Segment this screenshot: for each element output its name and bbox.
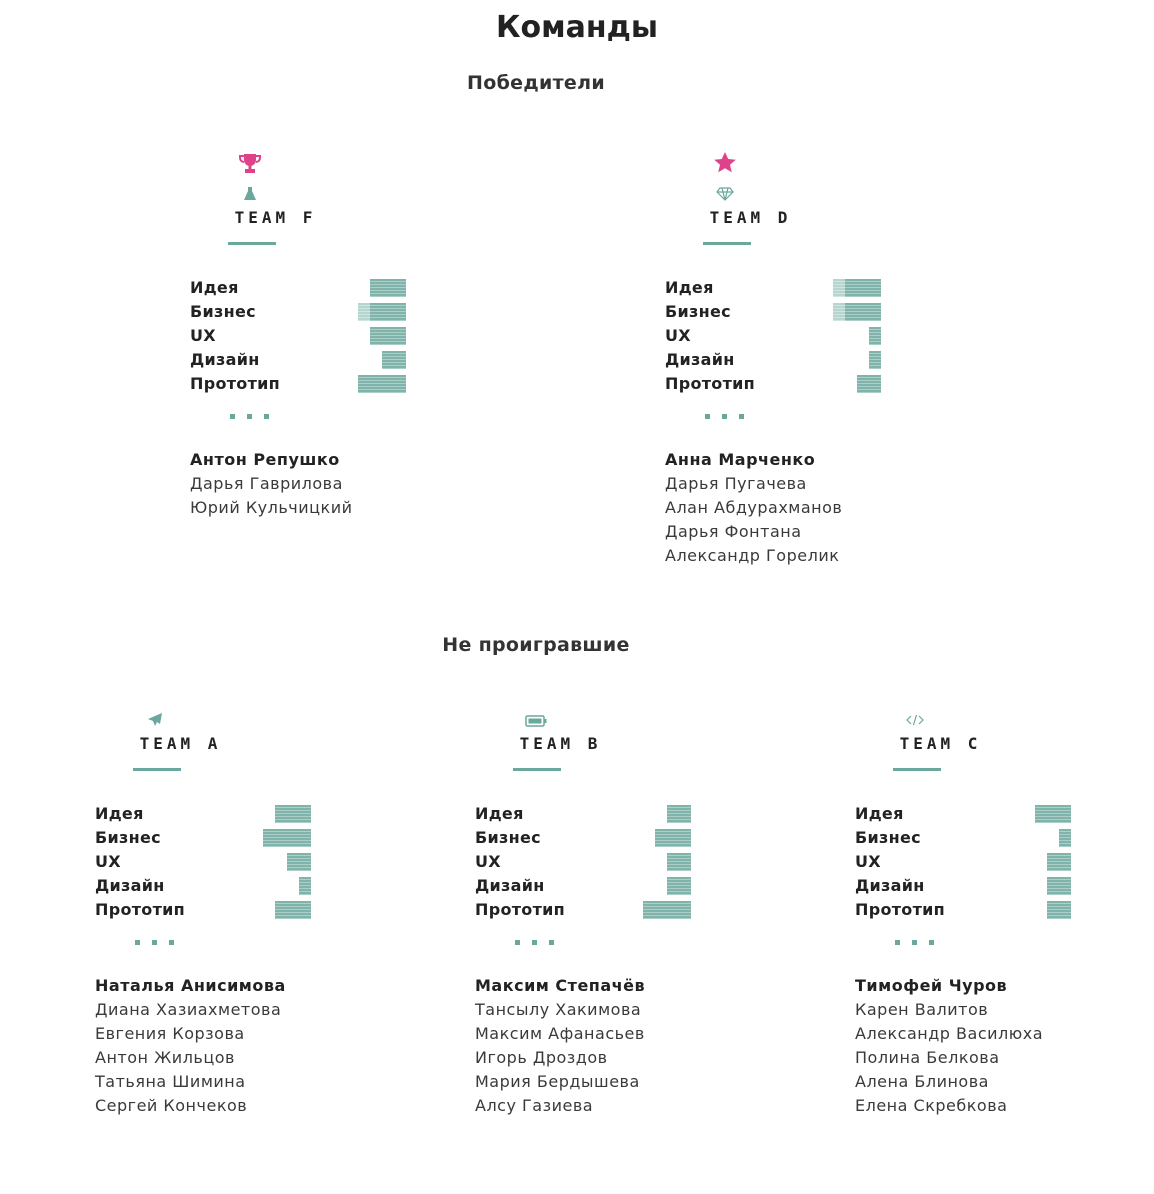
score-label: Дизайн	[190, 350, 260, 369]
member: Евгения Корзова	[95, 1024, 245, 1043]
score-block	[833, 303, 845, 321]
team-underline	[703, 242, 751, 245]
member: Антон Жильцов	[95, 1048, 235, 1067]
score-row	[95, 850, 311, 874]
member: Елена Скребкова	[855, 1096, 1008, 1115]
score-block	[382, 375, 394, 393]
member-list	[665, 448, 842, 568]
score-row	[475, 802, 691, 826]
member: Дарья Пугачева	[665, 474, 807, 493]
score-label: Дизайн	[475, 876, 545, 895]
score-block	[655, 901, 667, 919]
dots-separator	[705, 414, 745, 420]
score-block	[1047, 805, 1059, 823]
score-row	[665, 300, 881, 324]
team-underline	[228, 242, 276, 245]
score-row	[475, 826, 691, 850]
score-block	[857, 375, 869, 393]
team-lead: Максим Степачёв	[475, 976, 646, 995]
score-block	[1047, 901, 1059, 919]
score-row	[665, 372, 881, 396]
star-icon	[713, 151, 737, 175]
score-bar	[667, 853, 691, 871]
score-block	[667, 901, 679, 919]
team-lead: Анна Марченко	[665, 450, 816, 469]
score-block	[869, 351, 881, 369]
score-bar	[275, 901, 311, 919]
team-card	[190, 208, 440, 668]
score-block	[869, 375, 881, 393]
score-label: Прототип	[190, 374, 281, 393]
score-label: Бизнес	[190, 302, 256, 321]
score-row	[475, 874, 691, 898]
score-block	[869, 279, 881, 297]
score-block	[370, 327, 382, 345]
score-bar	[275, 805, 311, 823]
trophy-icon	[238, 153, 262, 175]
score-label: Бизнес	[475, 828, 541, 847]
team-name: TEAM D	[709, 208, 792, 227]
score-label: Идея	[665, 278, 714, 297]
score-block	[869, 303, 881, 321]
score-block	[667, 853, 679, 871]
score-block	[370, 375, 382, 393]
score-label: Идея	[95, 804, 144, 823]
section-title-not-lost: Не проигравшие	[442, 634, 630, 656]
score-bar	[370, 279, 406, 297]
score-row	[665, 324, 881, 348]
score-block	[845, 303, 857, 321]
dots-separator	[895, 940, 935, 946]
score-block	[857, 303, 869, 321]
team-lead: Тимофей Чуров	[855, 976, 1008, 995]
score-bar	[1047, 853, 1071, 871]
member: Мария Бердышева	[475, 1072, 640, 1091]
score-label: Прототип	[475, 900, 566, 919]
score-bar	[358, 303, 406, 321]
score-block	[1059, 853, 1071, 871]
score-block	[287, 853, 299, 871]
score-block	[299, 901, 311, 919]
member: Карен Валитов	[855, 1000, 989, 1019]
code-icon	[906, 714, 924, 726]
team-name: TEAM C	[899, 734, 982, 753]
score-bar	[869, 351, 881, 369]
score-row	[190, 300, 406, 324]
team-card	[665, 208, 915, 668]
score-block	[394, 279, 406, 297]
team-name: TEAM F	[234, 208, 317, 227]
score-block	[382, 327, 394, 345]
member: Сергей Кончеков	[95, 1096, 248, 1115]
score-block	[299, 853, 311, 871]
flask-icon	[243, 186, 257, 201]
battery-icon	[525, 715, 547, 727]
member: Дарья Фонтана	[665, 522, 802, 541]
member: Александр Горелик	[665, 546, 840, 565]
diamond-icon	[716, 187, 734, 201]
member: Татьяна Шимина	[95, 1072, 246, 1091]
score-block	[370, 279, 382, 297]
score-label: UX	[665, 326, 691, 345]
member: Александр Василюха	[855, 1024, 1043, 1043]
team-underline	[513, 768, 561, 771]
score-label: UX	[855, 852, 881, 871]
score-row	[475, 850, 691, 874]
score-block	[643, 901, 655, 919]
score-row	[95, 898, 311, 922]
score-row	[855, 802, 1071, 826]
score-row	[665, 276, 881, 300]
team-card	[95, 734, 345, 1194]
score-block	[394, 375, 406, 393]
score-block	[1047, 877, 1059, 895]
member-list	[95, 974, 286, 1118]
score-block	[287, 829, 299, 847]
score-block	[275, 805, 287, 823]
score-bar	[667, 877, 691, 895]
score-block	[370, 303, 382, 321]
score-label: UX	[190, 326, 216, 345]
score-bar	[833, 279, 881, 297]
score-block	[394, 327, 406, 345]
score-label: Прототип	[665, 374, 756, 393]
score-block	[667, 829, 679, 847]
score-block	[394, 351, 406, 369]
score-row	[190, 372, 406, 396]
score-bar	[1047, 877, 1071, 895]
score-bar	[287, 853, 311, 871]
member: Алсу Газиева	[475, 1096, 594, 1115]
score-block	[667, 877, 679, 895]
score-block	[1035, 805, 1047, 823]
score-block	[833, 279, 845, 297]
score-block	[382, 351, 394, 369]
score-label: Дизайн	[665, 350, 735, 369]
score-row	[855, 898, 1071, 922]
member: Дарья Гаврилова	[190, 474, 343, 493]
score-bar	[370, 327, 406, 345]
score-block	[299, 805, 311, 823]
score-label: Прототип	[855, 900, 946, 919]
score-bar	[1047, 901, 1071, 919]
score-list	[190, 276, 406, 396]
score-row	[855, 850, 1071, 874]
score-block	[679, 901, 691, 919]
score-bar	[869, 327, 881, 345]
score-bar	[667, 805, 691, 823]
score-bar	[299, 877, 311, 895]
member-list	[190, 448, 353, 520]
score-label: UX	[475, 852, 501, 871]
score-row	[95, 826, 311, 850]
score-row	[475, 898, 691, 922]
score-bar	[655, 829, 691, 847]
member: Диана Хазиахметова	[95, 1000, 282, 1019]
section-title-winners: Победители	[467, 72, 605, 94]
score-bar	[358, 375, 406, 393]
team-underline	[893, 768, 941, 771]
score-list	[95, 802, 311, 922]
score-bar	[857, 375, 881, 393]
member: Алан Абдурахманов	[665, 498, 843, 517]
member-list	[855, 974, 1043, 1118]
team-card	[475, 734, 725, 1194]
score-block	[679, 805, 691, 823]
score-list	[665, 276, 881, 396]
airplane-icon	[147, 712, 163, 728]
team-underline	[133, 768, 181, 771]
score-block	[1059, 829, 1071, 847]
score-block	[394, 303, 406, 321]
member: Тансылу Хакимова	[475, 1000, 642, 1019]
score-row	[190, 348, 406, 372]
score-block	[857, 279, 869, 297]
score-list	[475, 802, 691, 922]
score-bar	[1059, 829, 1071, 847]
score-block	[667, 805, 679, 823]
score-label: UX	[95, 852, 121, 871]
member: Алена Блинова	[855, 1072, 989, 1091]
score-block	[1059, 805, 1071, 823]
member: Полина Белкова	[855, 1048, 1000, 1067]
score-block	[1059, 877, 1071, 895]
score-label: Дизайн	[95, 876, 165, 895]
team-card	[855, 734, 1105, 1194]
score-label: Идея	[855, 804, 904, 823]
score-label: Идея	[475, 804, 524, 823]
score-block	[299, 829, 311, 847]
score-label: Идея	[190, 278, 239, 297]
score-block	[679, 853, 691, 871]
score-label: Бизнес	[855, 828, 921, 847]
score-row	[665, 348, 881, 372]
score-block	[358, 375, 370, 393]
team-lead: Наталья Анисимова	[95, 976, 286, 995]
score-bar	[382, 351, 406, 369]
dots-separator	[230, 414, 270, 420]
score-row	[95, 802, 311, 826]
score-block	[299, 877, 311, 895]
score-block	[358, 303, 370, 321]
score-label: Прототип	[95, 900, 186, 919]
page-title: Команды	[496, 10, 658, 45]
score-block	[382, 303, 394, 321]
score-bar	[643, 901, 691, 919]
member: Юрий Кульчицкий	[190, 498, 353, 517]
score-block	[1047, 853, 1059, 871]
score-block	[275, 829, 287, 847]
score-label: Бизнес	[95, 828, 161, 847]
score-block	[275, 901, 287, 919]
dots-separator	[515, 940, 555, 946]
dots-separator	[135, 940, 175, 946]
team-lead: Антон Репушко	[190, 450, 340, 469]
score-row	[190, 276, 406, 300]
score-block	[287, 805, 299, 823]
score-block	[845, 279, 857, 297]
score-block	[869, 327, 881, 345]
score-block	[382, 279, 394, 297]
team-name: TEAM A	[139, 734, 222, 753]
team-name: TEAM B	[519, 734, 602, 753]
score-block	[287, 901, 299, 919]
score-label: Дизайн	[855, 876, 925, 895]
score-bar	[833, 303, 881, 321]
score-block	[1059, 901, 1071, 919]
score-block	[679, 877, 691, 895]
score-label: Бизнес	[665, 302, 731, 321]
score-block	[655, 829, 667, 847]
score-row	[855, 826, 1071, 850]
score-row	[190, 324, 406, 348]
score-list	[855, 802, 1071, 922]
score-row	[95, 874, 311, 898]
score-block	[679, 829, 691, 847]
score-row	[855, 874, 1071, 898]
score-bar	[1035, 805, 1071, 823]
member: Игорь Дроздов	[475, 1048, 608, 1067]
member: Максим Афанасьев	[475, 1024, 645, 1043]
score-bar	[263, 829, 311, 847]
member-list	[475, 974, 645, 1118]
score-block	[263, 829, 275, 847]
